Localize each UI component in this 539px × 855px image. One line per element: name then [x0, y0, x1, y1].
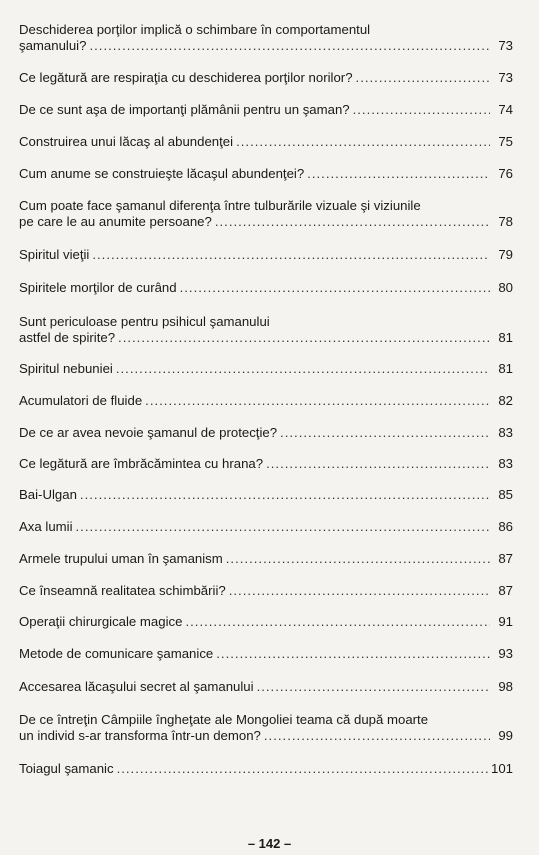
toc-entry: [19, 583, 513, 599]
toc-entry: [19, 247, 513, 263]
toc-entry: [19, 198, 513, 230]
dot-leader: [226, 551, 490, 567]
dot-leader: [356, 70, 490, 86]
dot-leader: [89, 38, 490, 54]
toc-page-number: 98: [498, 679, 513, 694]
toc-entry-title-cont: pe care le au anumite persoane?: [19, 214, 212, 229]
toc-page-number: 85: [498, 487, 513, 502]
toc-entry-title: Ce înseamnă realitatea schimbării?: [19, 583, 226, 598]
dot-leader: [145, 393, 490, 409]
dot-leader: [180, 280, 490, 296]
toc-entry: [19, 679, 513, 695]
dot-leader: [266, 456, 490, 472]
toc-entry-title-cont: un individ s-ar transforma într-un demon?: [19, 728, 261, 743]
toc-page-number: 79: [498, 247, 513, 262]
toc-page-number: 74: [498, 102, 513, 117]
dot-leader: [76, 519, 491, 535]
toc-entry-title-cont: şamanului?: [19, 38, 87, 53]
toc-entry: [19, 314, 513, 346]
dot-leader: [236, 134, 490, 150]
dot-leader: [116, 361, 490, 377]
toc-page-number: 73: [498, 70, 513, 85]
toc-page-number: 83: [498, 456, 513, 471]
toc-entry-title: Deschiderea porţilor implică o schimbare în comportamentul: [19, 22, 371, 37]
page-footer-number: – 142 –: [247, 836, 292, 851]
dot-leader: [185, 614, 490, 630]
toc-page-number: 75: [498, 134, 513, 149]
dot-leader: [307, 166, 490, 182]
toc-entry: [19, 614, 513, 630]
toc-entry: [19, 456, 513, 472]
toc-entry-title: Ce legătură are îmbrăcămintea cu hrana?: [19, 456, 264, 471]
dot-leader: [257, 679, 490, 695]
toc-entry-title: Cum poate face şamanul diferenţa între tulburările vizuale şi viziunile: [19, 198, 421, 213]
table-of-contents: [19, 0, 513, 800]
toc-entry: [19, 166, 513, 182]
toc-entry: [19, 519, 513, 535]
toc-entry: [19, 22, 513, 54]
toc-entry-title-cont: astfel de spirite?: [19, 330, 116, 345]
toc-entry: [19, 70, 513, 86]
dot-leader: [353, 102, 490, 118]
toc-entry: [19, 102, 513, 118]
toc-entry: [19, 361, 513, 377]
toc-entry-title: Sunt periculoase pentru psihicul şamanului: [19, 314, 270, 329]
toc-entry: [19, 712, 513, 744]
toc-page-number: 101: [490, 761, 513, 776]
toc-entry-title: Construirea unui lăcaş al abundenţei: [19, 134, 234, 149]
toc-entry: [19, 280, 513, 296]
dot-leader: [118, 330, 490, 346]
toc-entry-title: Accesarea lăcaşului secret al şamanului: [19, 679, 254, 694]
dot-leader: [80, 487, 490, 503]
toc-page-number: 93: [498, 646, 513, 661]
toc-entry-title: Bai-Ulgan: [19, 487, 77, 502]
toc-entry-title: De ce sunt aşa de importanţi plămânii pentru un şaman?: [19, 102, 350, 117]
toc-entry: [19, 761, 513, 777]
toc-page-number: 81: [498, 361, 513, 376]
toc-entry: [19, 646, 513, 662]
toc-entry-title: Metode de comunicare şamanice: [19, 646, 214, 661]
dot-leader: [215, 214, 490, 230]
toc-entry-title: Spiritele morţilor de curând: [19, 280, 177, 295]
dot-leader: [92, 247, 490, 263]
toc-entry-title: Operaţii chirurgicale magice: [19, 614, 183, 629]
toc-page-number: 91: [498, 614, 513, 629]
dot-leader: [264, 728, 490, 744]
dot-leader: [216, 646, 490, 662]
toc-entry-title: Ce legătură are respiraţia cu deschiderea porţilor norilor?: [19, 70, 353, 85]
toc-entry: [19, 425, 513, 441]
toc-page-number: 83: [498, 425, 513, 440]
toc-entry-title: Cum anume se construieşte lăcaşul abundenţei?: [19, 166, 305, 181]
toc-entry: [19, 134, 513, 150]
dot-leader: [117, 761, 488, 777]
toc-page-number: 73: [498, 38, 513, 53]
toc-entry-title: De ce întreţin Câmpiile îngheţate ale Mongoliei teama că după moarte: [19, 712, 429, 727]
toc-entry: [19, 393, 513, 409]
toc-entry: [19, 487, 513, 503]
toc-page-number: 86: [498, 519, 513, 534]
toc-entry-title: Toiagul şamanic: [19, 761, 114, 776]
toc-entry-title: Spiritul nebuniei: [19, 361, 113, 376]
dot-leader: [229, 583, 490, 599]
toc-entry-title: Spiritul vieţii: [19, 247, 90, 262]
toc-page-number: 82: [498, 393, 513, 408]
toc-page-number: 80: [498, 280, 513, 295]
toc-page-number: 78: [498, 214, 513, 229]
toc-entry-title: Acumulatori de fluide: [19, 393, 143, 408]
toc-entry: [19, 551, 513, 567]
toc-entry-title: Armele trupului uman în şamanism: [19, 551, 223, 566]
toc-page-number: 87: [498, 551, 513, 566]
toc-entry-title: De ce ar avea nevoie şamanul de protecţie?: [19, 425, 278, 440]
toc-page-number: 81: [498, 330, 513, 345]
toc-entry-title: Axa lumii: [19, 519, 73, 534]
dot-leader: [280, 425, 490, 441]
toc-page-number: 87: [498, 583, 513, 598]
toc-page-number: 99: [498, 728, 513, 743]
toc-page-number: 76: [498, 166, 513, 181]
